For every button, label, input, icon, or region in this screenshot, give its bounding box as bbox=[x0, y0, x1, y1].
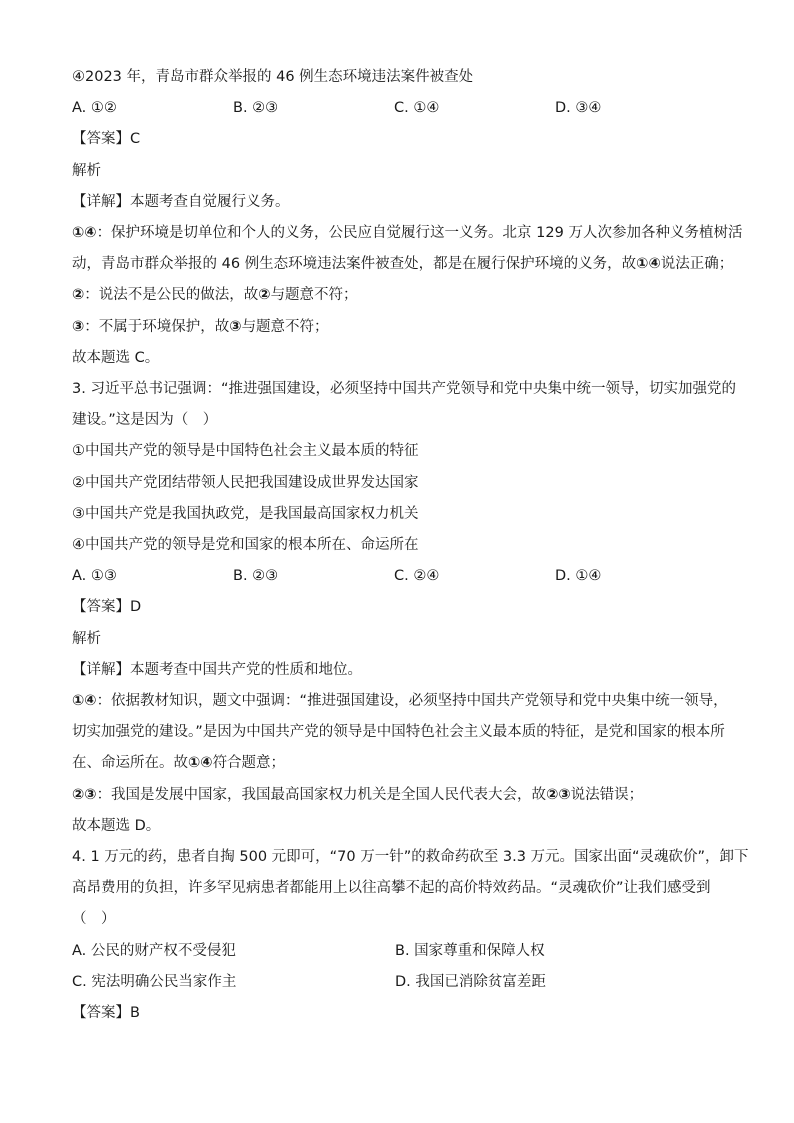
item-ref: ①④ bbox=[72, 225, 97, 242]
explanation-text: 与题意不符； bbox=[270, 287, 358, 304]
item-ref: ①④ bbox=[636, 256, 661, 273]
q3-option-b: B. ②③ bbox=[233, 568, 279, 585]
q4-stem-b: 高昂费用的负担，许多罕见病患者都能用上以往高攀不起的高价特效药品。“灵魂砍价”让我们感受到 bbox=[72, 880, 711, 897]
q4-options-row-2 bbox=[72, 967, 724, 998]
q3-option-c: C. ②④ bbox=[394, 568, 440, 585]
q2-analysis-heading: 解析 bbox=[72, 162, 101, 179]
q3-analysis-heading: 解析 bbox=[72, 630, 101, 647]
q2-explanation-1a bbox=[72, 218, 743, 249]
q2-item-4: ④2023 年，青岛市群众举报的 46 例生态环境违法案件被查处 bbox=[72, 69, 474, 85]
q4-stem-a: 4. 1 万元的药，患者自掏 500 元即可，“70 万一针”的救命药砍至 3.3 万元。国家出面“灵魂砍价”，卸下 bbox=[72, 849, 749, 866]
q3-explanation-1c bbox=[72, 748, 724, 779]
explanation-text: ：我国是发展中国家，我国最高国家权力机关是全国人民代表大会，故 bbox=[96, 786, 547, 803]
q2-explanation-3 bbox=[72, 312, 724, 343]
q3-answer bbox=[72, 592, 724, 623]
q3-detail bbox=[72, 655, 724, 686]
explanation-text: 在、命运所在。故 bbox=[72, 755, 188, 772]
q4-option-b: B. 国家尊重和保障人权 bbox=[395, 942, 545, 959]
item-ref: ② bbox=[258, 287, 271, 304]
explanation-text: ：保护环境是切单位和个人的义务，公民应自觉履行这一义务。北京 129 万人次参加各种义务植树活 bbox=[96, 225, 743, 242]
q3-stem-b: 建设。”这是因为（ ） bbox=[72, 412, 218, 429]
answer-tag: 【答案】 bbox=[72, 1005, 130, 1022]
q3-option-a: A. ①③ bbox=[72, 568, 117, 585]
explanation-text: 说法正确； bbox=[660, 256, 734, 273]
answer-value: D bbox=[130, 599, 142, 616]
explanation-text: ：不属于环境保护，故 bbox=[84, 318, 230, 335]
q3-item-3: ③中国共产党是我国执政党，是我国最高国家权力机关 bbox=[72, 505, 419, 522]
q2-option-a: A. ①② bbox=[72, 100, 117, 117]
item-ref: ③ bbox=[229, 318, 242, 335]
explanation-text: ：说法不是公民的做法，故 bbox=[84, 287, 259, 304]
q2-explanation-1b bbox=[72, 249, 734, 280]
q3-explanation-1b: 切实加强党的建设。”是因为中国共产党的领导是中国特色社会主义最本质的特征，是党和国家的根本所 bbox=[72, 724, 725, 741]
q2-option-d: D. ③④ bbox=[555, 100, 602, 117]
q3-explanation-2 bbox=[72, 780, 724, 811]
answer-tag: 【答案】 bbox=[72, 599, 130, 616]
explanation-text: 动，青岛市群众举报的 46 例生态环境违法案件被查处，都是在履行保护环境的义务，故 bbox=[72, 256, 637, 273]
detail-tag: 【详解】 bbox=[72, 193, 130, 210]
q3-option-d: D. ①④ bbox=[555, 568, 602, 585]
q3-conclusion: 故本题选 D。 bbox=[72, 817, 161, 834]
q2-option-b: B. ②③ bbox=[233, 100, 279, 117]
document-page bbox=[72, 62, 749, 1029]
item-ref: ①④ bbox=[72, 693, 97, 710]
q3-item-4: ④中国共产党的领导是党和国家的根本所在、命运所在 bbox=[72, 537, 419, 554]
explanation-text: 符合题意； bbox=[212, 755, 286, 772]
detail-intro: 本题考查中国共产党的性质和地位。 bbox=[130, 661, 362, 678]
q2-explanation-2 bbox=[72, 280, 724, 311]
explanation-text: 与题意不符； bbox=[241, 318, 329, 335]
q2-options bbox=[72, 93, 724, 124]
q2-option-c: C. ①④ bbox=[394, 100, 440, 117]
detail-intro: 本题考查自觉履行义务。 bbox=[130, 193, 290, 210]
q4-option-a: A. 公民的财产权不受侵犯 bbox=[72, 942, 236, 959]
q4-stem-c: （ ） bbox=[72, 911, 116, 928]
explanation-text: 说法错误； bbox=[570, 786, 644, 803]
explanation-text: ：依据教材知识，题文中强调：“推进强国建设，必须坚持中国共产党领导和党中央集中统一领导， bbox=[96, 693, 728, 710]
q3-explanation-1a bbox=[72, 686, 728, 717]
q4-options-row-1 bbox=[72, 936, 724, 967]
item-ref: ②③ bbox=[72, 786, 97, 803]
q3-stem-a: 3. 习近平总书记强调：“推进强国建设，必须坚持中国共产党领导和党中央集中统一领导，切实加强党的 bbox=[72, 381, 736, 398]
q4-option-d: D. 我国已消除贫富差距 bbox=[395, 973, 546, 990]
q2-detail bbox=[72, 187, 724, 218]
item-ref: ②③ bbox=[546, 786, 571, 803]
q4-option-c: C. 宪法明确公民当家作主 bbox=[72, 973, 237, 990]
detail-tag: 【详解】 bbox=[72, 661, 130, 678]
answer-value: B bbox=[130, 1005, 140, 1022]
q4-answer bbox=[72, 998, 724, 1029]
q2-conclusion: 故本题选 C。 bbox=[72, 349, 160, 366]
q2-answer bbox=[72, 124, 724, 155]
item-ref: ② bbox=[72, 287, 85, 304]
q3-item-1: ①中国共产党的领导是中国特色社会主义最本质的特征 bbox=[72, 443, 419, 460]
item-ref: ①④ bbox=[188, 755, 213, 772]
answer-value: C bbox=[130, 131, 141, 148]
q3-item-2: ②中国共产党团结带领人民把我国建设成世界发达国家 bbox=[72, 474, 419, 491]
q3-options bbox=[72, 561, 724, 592]
item-ref: ③ bbox=[72, 318, 85, 335]
answer-tag: 【答案】 bbox=[72, 131, 130, 148]
